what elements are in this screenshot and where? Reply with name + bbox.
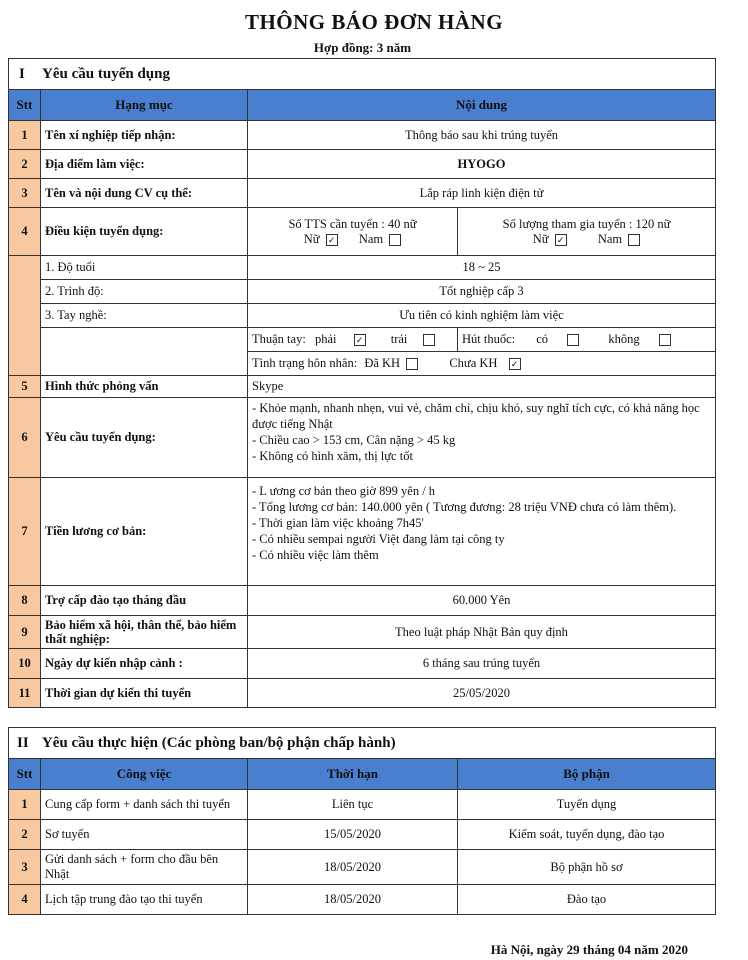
task-cell: Cung cấp form + danh sách thi tuyển [41,790,248,820]
table-row [9,304,716,328]
female-checkbox: ✓ [555,234,567,246]
row-number: 5 [9,376,41,398]
row-number: 7 [9,478,41,586]
table-row [9,150,716,179]
deadline-cell: 18/05/2020 [248,850,458,885]
section1-number: I [19,65,25,82]
row-number: 1 [9,121,41,150]
row-number: 2 [9,150,41,179]
right-hand-label: phải [314,332,337,346]
participant-count-cell [458,208,716,256]
row-number: 4 [9,208,41,256]
marital-label: Tình trạng hôn nhân: [252,356,358,370]
age-value: 18 ~ 25 [248,256,716,280]
participant-count: Số lượng tham gia tuyển : 120 nữ [502,216,671,231]
table-row [9,679,716,708]
trainee-quota-cell [248,208,458,256]
handedness-label: Thuận tay: [252,332,306,346]
row-value: Thông báo sau khi trúng tuyển [248,121,716,150]
smoking-yes-label: có [536,332,549,346]
deadline-cell: 15/05/2020 [248,820,458,850]
row-label: Điều kiện tuyển dụng: [41,208,248,256]
skill-label: 3. Tay nghề: [41,304,248,328]
row-number: 8 [9,586,41,616]
table-row [9,256,716,280]
trainee-quota: Số TTS cần tuyển : 40 nữ [288,216,417,231]
list-item: - Có nhiều việc làm thêm [252,548,379,562]
row-label: Tên và nội dung CV cụ thể: [41,179,248,208]
list-item: - Tổng lương cơ bản: 140.000 yên ( Tương đương: 28 triệu VNĐ chưa có làm thêm). [252,500,677,514]
married-checkbox [406,358,418,370]
table-row [9,850,716,885]
deadline-cell: 18/05/2020 [248,885,458,915]
recruitment-table [8,58,716,708]
date-place-footer: Hà Nội, ngày 29 tháng 04 năm 2020 [490,942,688,957]
married-label: Đã KH [364,356,401,370]
row-value: 6 tháng sau trúng tuyển [248,649,716,679]
section2-title: Yêu cầu thực hiện (Các phòng ban/bộ phận chấp hành) [41,734,396,751]
header-stt: Stt [9,90,41,121]
department-cell: Kiểm soát, tuyển dụng, đào tạo [458,820,716,850]
table-row [9,649,716,679]
row-label: Tên xí nghiệp tiếp nhận: [41,121,248,150]
smoking-no-label: không [608,332,640,346]
table-row [9,376,716,398]
skill-value: Ưu tiên có kinh nghiệm làm việc [248,304,716,328]
header-content: Nội dung [248,90,716,121]
female-label: Nữ [532,231,549,246]
left-hand-label: trái [390,332,408,346]
deadline-cell: Liên tục [248,790,458,820]
list-item: - Khỏe mạnh, nhanh nhẹn, vui vẻ, chăm chỉ, chịu khó, suy nghĩ tích cực, có khả năng học được tiếng Nhật [252,401,700,431]
education-label: 2. Trình độ: [41,280,248,304]
table-row [9,478,716,586]
left-hand-checkbox [423,334,435,346]
row-number: 6 [9,398,41,478]
marital-cell [248,352,716,376]
tasks-table [8,727,716,915]
task-cell: Sơ tuyển [41,820,248,850]
row-value: 60.000 Yên [248,586,716,616]
row-label: Địa điểm làm việc: [41,150,248,179]
row-number-empty [9,256,41,376]
female-label: Nữ [303,231,320,246]
department-cell: Bộ phận hồ sơ [458,850,716,885]
salary-list [248,478,716,586]
male-checkbox [389,234,401,246]
header-deadline: Thời hạn [248,759,458,790]
department-cell: Đào tạo [458,885,716,915]
right-hand-checkbox: ✓ [354,334,366,346]
header-stt: Stt [9,759,41,790]
list-item: - L ương cơ bản theo giờ 899 yên / h [252,484,436,498]
row-label: Yêu cầu tuyển dụng: [41,398,248,478]
row-number: 1 [9,790,41,820]
table-row [9,820,716,850]
row-label: Trợ cấp đào tạo tháng đầu [41,586,248,616]
row-value: 25/05/2020 [248,679,716,708]
row-number: 3 [9,179,41,208]
row-label: Bảo hiểm xã hội, thân thể, bảo hiểm thất nghiệp: [41,616,248,649]
row-label: Hình thức phỏng vấn [41,376,248,398]
row-label: Ngày dự kiến nhập cảnh : [41,649,248,679]
table-row [9,586,716,616]
single-checkbox: ✓ [509,358,521,370]
table-row [9,328,716,352]
table-row [9,616,716,649]
table-row [9,885,716,915]
age-label: 1. Độ tuổi [41,256,248,280]
header-task: Công việc [41,759,248,790]
table-row [9,280,716,304]
table-row [9,179,716,208]
section2-number: II [17,734,29,751]
row-value: Skype [248,376,716,398]
single-label: Chưa KH [449,356,498,370]
table-row [9,790,716,820]
smoking-cell [458,328,716,352]
list-item: - Chiều cao > 153 cm, Cân nặng > 45 kg [252,433,456,447]
row-number: 11 [9,679,41,708]
list-item: - Có nhiều sempai người Việt đang làm tại công ty [252,532,505,546]
male-checkbox [628,234,640,246]
section1-title: Yêu cầu tuyển dụng [42,65,170,82]
list-item: - Thời gian làm việc khoảng 7h45' [252,516,424,530]
female-checkbox: ✓ [326,234,338,246]
header-category: Hạng mục [41,90,248,121]
row-value: Lắp ráp linh kiện điện tử [248,179,716,208]
male-label: Nam [597,231,623,246]
department-cell: Tuyển dụng [458,790,716,820]
smoking-label: Hút thuốc: [462,332,516,346]
row-value: Theo luật pháp Nhật Bản quy định [248,616,716,649]
contract-term: Hợp đồng: 3 năm [313,40,412,55]
handedness-cell [248,328,458,352]
table-row [9,208,716,256]
row-number: 10 [9,649,41,679]
row-label: Thời gian dự kiến thi tuyển [41,679,248,708]
requirements-list [248,398,716,478]
row-label: Tiền lương cơ bản: [41,478,248,586]
row-value: HYOGO [248,150,716,179]
task-cell: Gửi danh sách + form cho đầu bên Nhật [41,850,248,885]
section1-heading [9,59,716,90]
header-department: Bộ phận [458,759,716,790]
document-title: THÔNG BÁO ĐƠN HÀNG [244,10,504,34]
row-number: 3 [9,850,41,885]
education-value: Tốt nghiệp cấp 3 [248,280,716,304]
section2-heading [9,728,716,759]
smoking-yes-checkbox [567,334,579,346]
row-number: 4 [9,885,41,915]
smoking-no-checkbox [659,334,671,346]
task-cell: Lịch tập trung đào tạo thi tuyển [41,885,248,915]
empty-cell [41,328,248,376]
male-label: Nam [358,231,384,246]
table-row [9,398,716,478]
row-number: 2 [9,820,41,850]
table-row [9,121,716,150]
row-number: 9 [9,616,41,649]
list-item: - Không có hình xăm, thị lực tốt [252,449,413,463]
